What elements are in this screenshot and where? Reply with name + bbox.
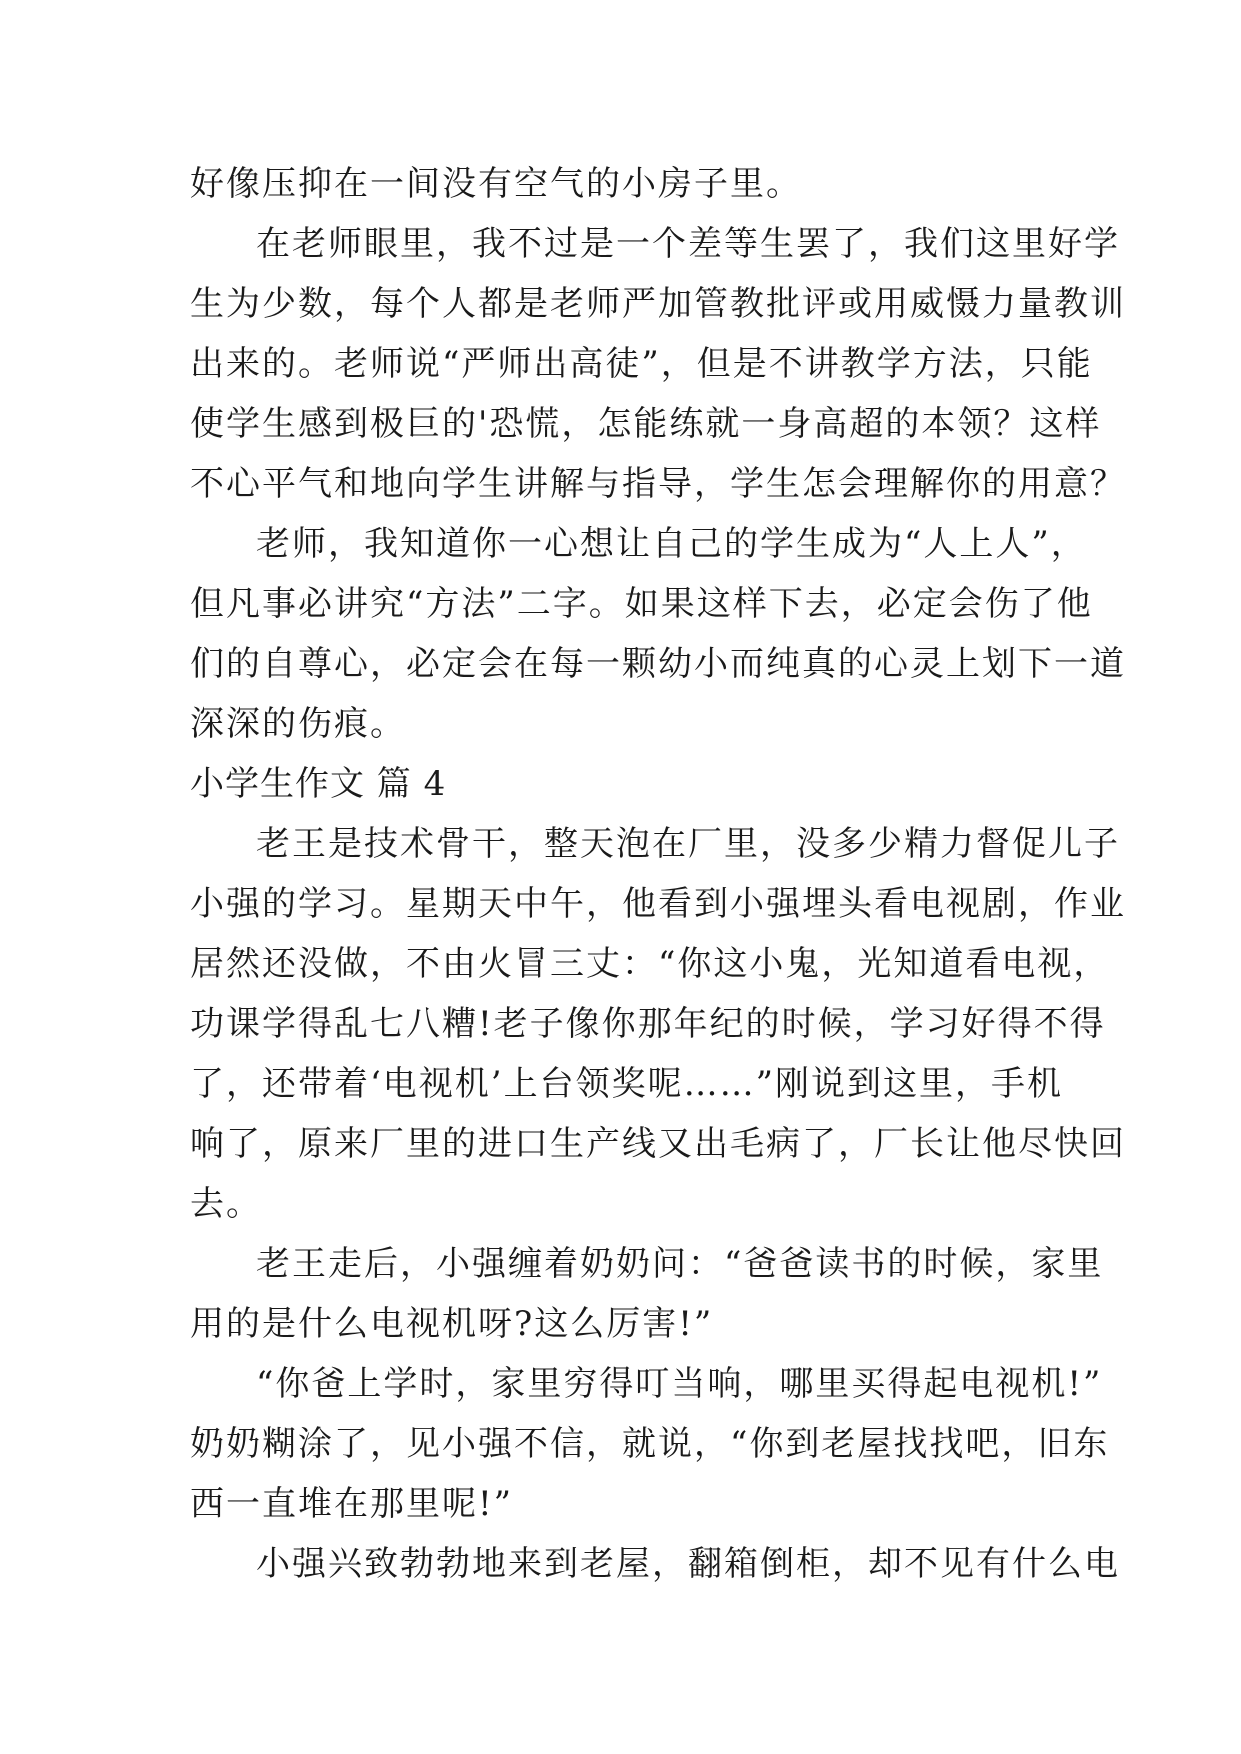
text-line: 们的自尊心，必定会在每一颗幼小而纯真的心灵上划下一道 xyxy=(190,644,1126,684)
text-line: 了，还带着‘电视机’上台领奖呢……”刚说到这里，手机 xyxy=(190,1064,1063,1104)
text-line: 在老师眼里，我不过是一个差等生罢了，我们这里好学 xyxy=(256,224,1120,264)
text-line: 老王是技术骨干，整天泡在厂里，没多少精力督促儿子 xyxy=(256,824,1120,864)
text-line: 老师，我知道你一心想让自己的学生成为“人上人”， xyxy=(256,524,1087,564)
text-line: 用的是什么电视机呀?这么厉害!” xyxy=(190,1304,714,1344)
text-line: 居然还没做，不由火冒三丈：“你这小鬼，光知道看电视， xyxy=(190,944,1110,984)
text-line: 好像压抑在一间没有空气的小房子里。 xyxy=(190,164,802,204)
document-body xyxy=(190,154,1126,1594)
text-line: 出来的。老师说“严师出高徒”，但是不讲教学方法，只能 xyxy=(190,344,1093,384)
text-line: 老王走后，小强缠着奶奶问：“爸爸读书的时候，家里 xyxy=(256,1244,1104,1284)
text-line: 使学生感到极巨的'恐慌，怎能练就一身高超的本领？这样 xyxy=(190,404,1102,444)
text-line: 但凡事必讲究“方法”二字。如果这样下去，必定会伤了他 xyxy=(190,584,1093,624)
text-line: 功课学得乱七八糟!老子像你那年纪的时候，学习好得不得 xyxy=(190,1004,1106,1044)
section-heading: 小学生作文 篇 4 xyxy=(190,764,447,804)
text-line: “你爸上学时，家里穷得叮当响，哪里买得起电视机!” xyxy=(256,1364,1103,1404)
text-line: 小强兴致勃勃地来到老屋，翻箱倒柜，却不见有什么电 xyxy=(256,1544,1120,1584)
text-line: 奶奶糊涂了，见小强不信，就说，“你到老屋找找吧，旧东 xyxy=(190,1424,1110,1464)
text-line: 响了，原来厂里的进口生产线又出毛病了，厂长让他尽快回 xyxy=(190,1124,1126,1164)
text-line: 小强的学习。星期天中午，他看到小强埋头看电视剧，作业 xyxy=(190,884,1126,924)
text-line: 去。 xyxy=(190,1184,262,1224)
text-line: 不心平气和地向学生讲解与指导，学生怎会理解你的用意？ xyxy=(190,464,1126,504)
text-line: 生为少数，每个人都是老师严加管教批评或用威慑力量教训 xyxy=(190,284,1126,324)
text-line: 西一直堆在那里呢!” xyxy=(190,1484,514,1524)
text-line: 深深的伤痕。 xyxy=(190,704,406,744)
